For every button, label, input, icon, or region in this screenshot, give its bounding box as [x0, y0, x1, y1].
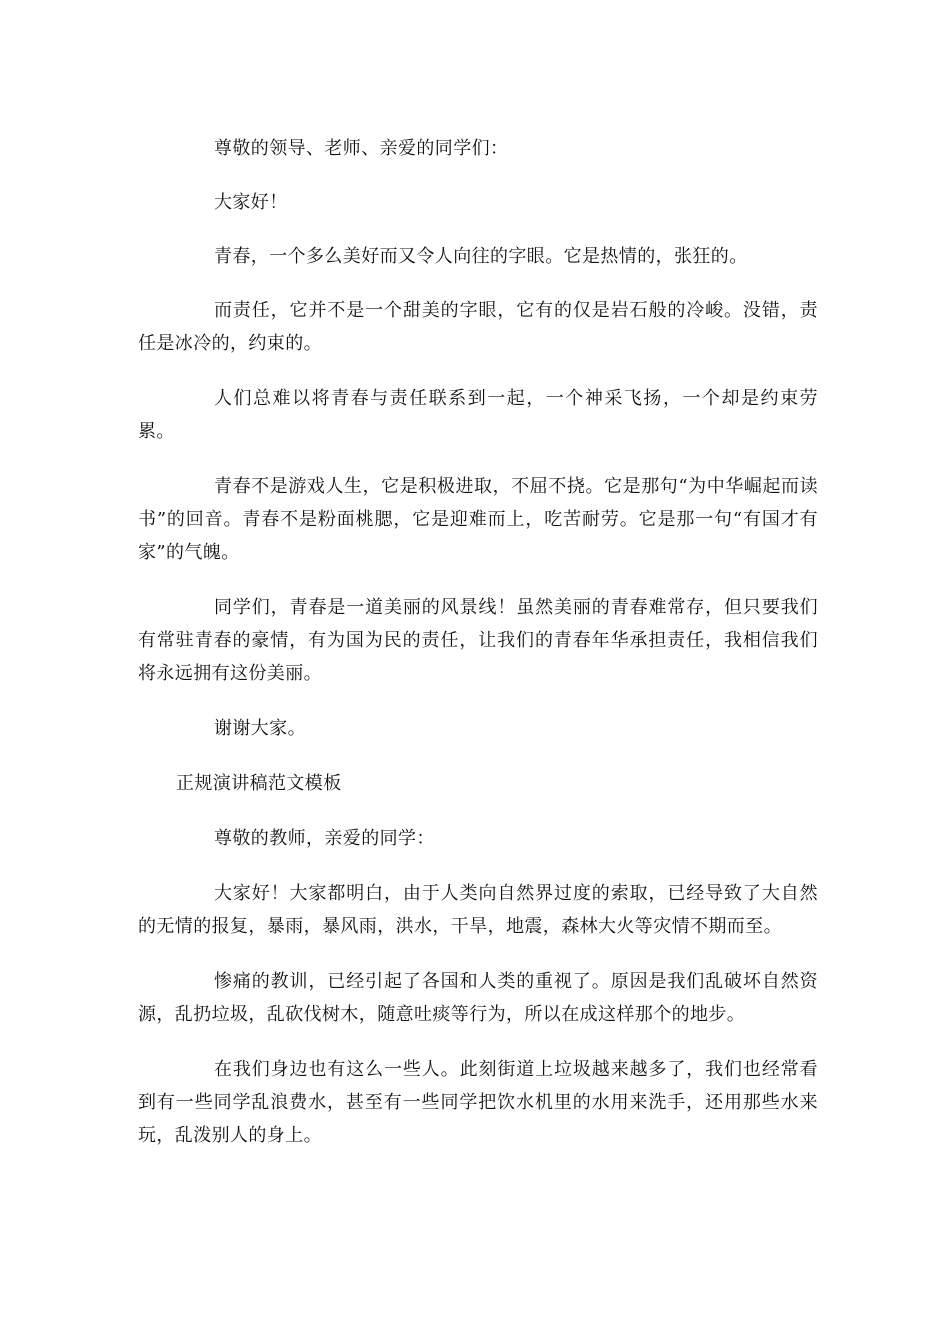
salutation: 尊敬的教师，亲爱的同学： — [214, 828, 435, 849]
greeting: 大家好！ — [214, 192, 288, 213]
paragraph: 惨痛的教训，已经引起了各国和人类的重视了。原因是我们乱破坏自然资源，乱扔垃圾，乱砍伐树木，随意吐痰等行为，所以在成这样那个的地步。 — [138, 971, 818, 1025]
paragraph: 在我们身边也有这么一些人。此刻街道上垃圾越来越多了，我们也经常看到有一些同学乱浪费水，甚至有一些同学把饮水机里的水用来洗手，还用那些水来玩，乱泼别人的身上。 — [138, 1059, 818, 1146]
closing: 谢谢大家。 — [214, 718, 306, 739]
paragraph: 人们总难以将青春与责任联系到一起，一个神采飞扬，一个却是约束劳累。 — [138, 388, 818, 442]
paragraph: 大家好！大家都明白，由于人类向自然界过度的索取，已经导致了大自然的无情的报复，暴雨，暴风雨，洪水，干旱，地震，森林大火等灾情不期而至。 — [138, 883, 818, 937]
salutation: 尊敬的领导、老师、亲爱的同学们： — [214, 138, 509, 159]
section-title: 正规演讲稿范文模板 — [176, 773, 342, 794]
document-body — [138, 132, 818, 1152]
paragraph: 而责任，它并不是一个甜美的字眼，它有的仅是岩石般的冷峻。没错，责任是冰冷的，约束的。 — [138, 300, 818, 354]
paragraph: 青春，一个多么美好而又令人向往的字眼。它是热情的，张狂的。 — [214, 246, 748, 267]
paragraph: 同学们，青春是一道美丽的风景线！虽然美丽的青春难常存，但只要我们有常驻青春的豪情，有为国为民的责任，让我们的青春年华承担责任，我相信我们将永远拥有这份美丽。 — [138, 597, 818, 684]
paragraph: 青春不是游戏人生，它是积极进取，不屈不挠。它是那句“为中华崛起而读书”的回音。青春不是粉面桃腮，它是迎难而上，吃苦耐劳。它是那一句“有国才有家”的气魄。 — [138, 476, 818, 563]
